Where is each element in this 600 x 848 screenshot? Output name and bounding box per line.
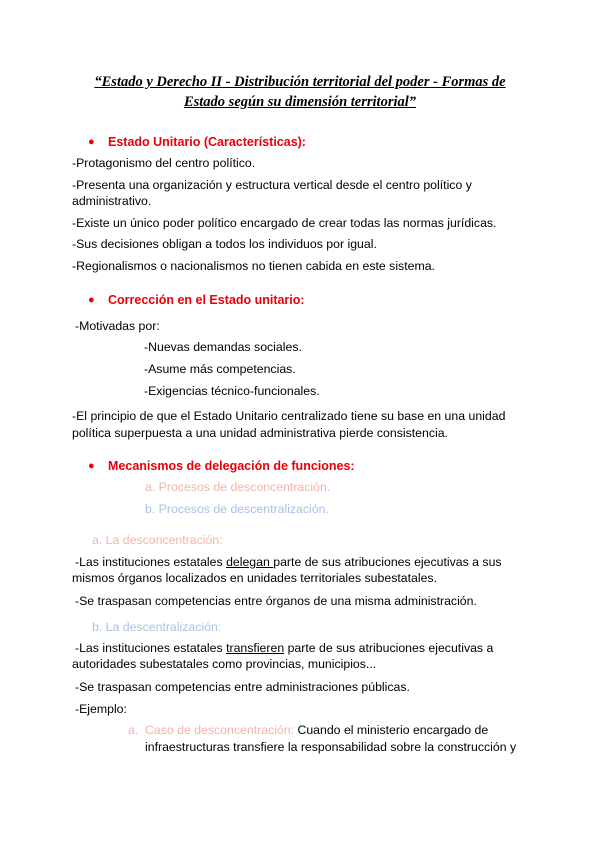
underlined-term: delegan xyxy=(226,555,274,569)
example-marker: a. xyxy=(128,723,139,737)
paragraph-line: -Se traspasan competencias entre administraciones públicas. xyxy=(75,680,410,694)
paragraph-line: -Motivadas por: xyxy=(75,319,160,333)
paragraph-line: administrativo. xyxy=(72,194,152,208)
text-run: -Las instituciones estatales xyxy=(75,555,227,569)
example-label: Caso de desconcentración: xyxy=(145,723,295,737)
text-run: Cuando el ministerio encargado de xyxy=(294,723,489,737)
paragraph-line xyxy=(145,722,488,738)
subheading-desconcentracion: a. La desconcentración: xyxy=(92,533,223,547)
section-heading-estado-unitario: Estado Unitario (Características): xyxy=(108,135,306,149)
paragraph-line: -Se traspasan competencias entre órganos de una misma administración. xyxy=(75,594,477,608)
paragraph-line: -Existe un único poder político encargado de crear todas las normas jurídicas. xyxy=(72,216,497,230)
bullet-icon: ● xyxy=(88,136,95,148)
paragraph-line: -Sus decisiones obligan a todos los individuos por igual. xyxy=(72,237,377,251)
paragraph-line xyxy=(75,554,502,570)
text-run: -Las instituciones estatales xyxy=(75,641,227,655)
text-run: parte de sus atribuciones ejecutivas a xyxy=(284,641,494,655)
paragraph-line: -Presenta una organización y estructura vertical desde el centro político y xyxy=(72,178,472,192)
sub-list-item: -Exigencias técnico-funcionales. xyxy=(144,384,320,398)
list-item-a: a. Procesos de desconcentración. xyxy=(145,480,331,494)
paragraph-line: autoridades subestatales como provincias, municipios... xyxy=(72,657,377,671)
paragraph-line: -Protagonismo del centro político. xyxy=(72,156,256,170)
sub-list-item: -Asume más competencias. xyxy=(144,362,296,376)
paragraph-line xyxy=(75,640,493,656)
subheading-descentralizacion: b. La descentralización: xyxy=(92,620,222,634)
bullet-icon: ● xyxy=(88,460,95,472)
paragraph-line: política superpuesta a una unidad administrativa pierde consistencia. xyxy=(72,426,448,440)
bullet-icon: ● xyxy=(88,294,95,306)
paragraph-line: mismos órganos localizados en unidades territoriales subestatales. xyxy=(72,571,437,585)
title-line-1: “Estado y Derecho II - Distribución territorial del poder - Formas de xyxy=(94,74,506,90)
title-line-2: Estado según su dimensión territorial” xyxy=(183,94,417,110)
paragraph-line: infraestructuras transfiere la responsabilidad sobre la construcción y xyxy=(145,740,517,754)
paragraph-line: -Ejemplo: xyxy=(75,702,127,716)
list-item-b: b. Procesos de descentralización. xyxy=(145,502,329,516)
sub-list-item: -Nuevas demandas sociales. xyxy=(144,340,302,354)
section-heading-correccion: Corrección en el Estado unitario: xyxy=(108,293,305,307)
paragraph-line: -Regionalismos o nacionalismos no tienen cabida en este sistema. xyxy=(72,259,435,273)
section-heading-mecanismos: Mecanismos de delegación de funciones: xyxy=(108,459,355,473)
document-title xyxy=(60,72,540,112)
paragraph-line: -El principio de que el Estado Unitario centralizado tiene su base en una unidad xyxy=(72,409,506,423)
text-run: parte de sus atribuciones ejecutivas a sus xyxy=(273,555,502,569)
underlined-term: transfieren xyxy=(226,641,285,655)
